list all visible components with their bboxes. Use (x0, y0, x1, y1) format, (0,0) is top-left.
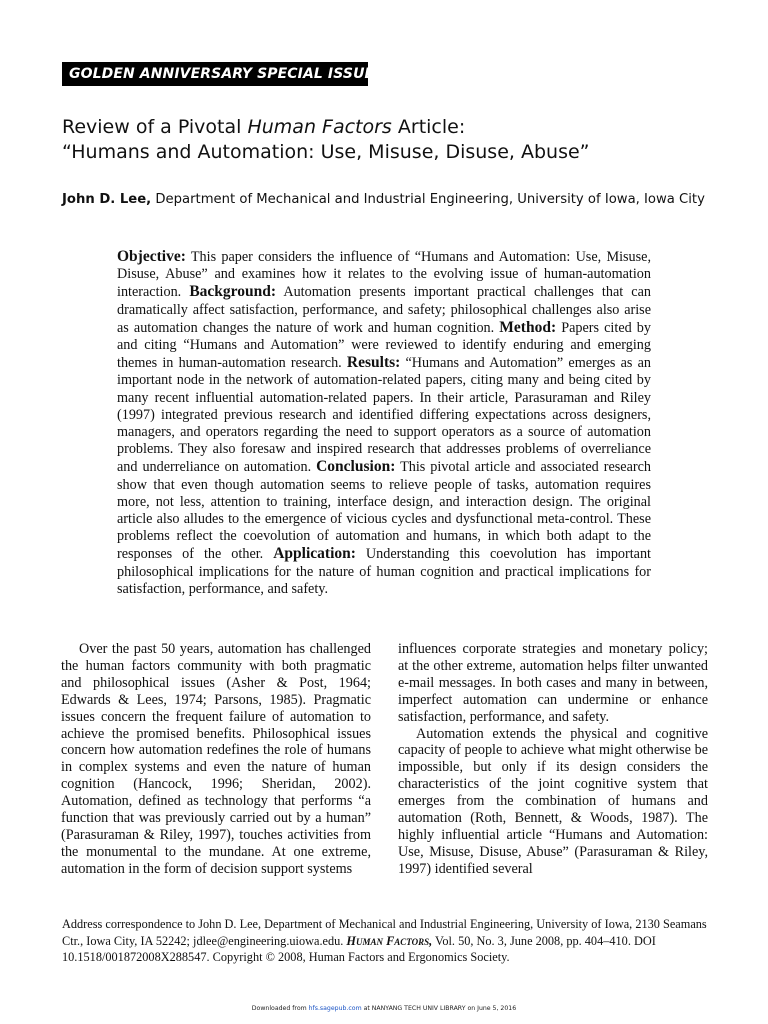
footnote-journal: Human Factors, (346, 933, 433, 948)
body-paragraph: Automation extends the physical and cognitive capacity of people to achieve what might otherwise be impossible, but only if its design considers the characteristics of the joint cognitive system that emerges from the combination of humans and automation (Roth, Bennett, & Woods, 1987). The highly influential article “Humans and Automation: Use, Misuse, Disuse, Abuse” (Parasuraman & Riley, 1997) identified several (398, 725, 708, 877)
title-suffix: Article: (391, 116, 466, 138)
correspondence-footnote (62, 916, 712, 966)
download-suffix: at NANYANG TECH UNIV LIBRARY on June 5, 2016 (361, 1005, 517, 1012)
body-paragraph: Over the past 50 years, automation has challenged the human factors community with both pragmatic and philosophical issues (Asher & Post, 1964; Edwards & Lees, 1974; Parsons, 1985). Pragmatic issues concern the frequent failure of automation to achieve the promised benefits. Philosophical issues concern how automation redefines the role of humans in complex systems and even the nature of human cognition (Hancock, 1996; Sheridan, 2002). Automation, defined as technology that performs “a function that was previously carried out by a human” (Parasuraman & Riley, 1997), touches activities from the monumental to the mundane. At one extreme, automation in the form of decision support systems (61, 641, 371, 877)
body-column-right (398, 641, 708, 878)
body-paragraph: influences corporate strategies and monetary policy; at the other extreme, automation helps filter unwanted e-mail messages. In both cases and many in between, imperfect automation can undermine or enhance satisfaction, performance, and safety. (398, 641, 708, 725)
article-title (62, 115, 712, 165)
download-link[interactable]: hfs.sagepub.com (308, 1005, 362, 1012)
objective-label: Objective: (117, 248, 186, 265)
author-name: John D. Lee, (62, 192, 152, 207)
results-label: Results: (346, 354, 401, 372)
special-issue-banner: GOLDEN ANNIVERSARY SPECIAL ISSUE (62, 62, 368, 86)
title-journal-name: Human Factors (247, 116, 392, 138)
download-prefix: Downloaded from (251, 1005, 309, 1012)
conclusion-label: Conclusion: (316, 458, 396, 476)
download-notice (0, 1005, 768, 1012)
results-text: “Humans and Automation” emerges as an important node in the network of automation-related papers, citing many and being cited by many recent influential automation-related papers. In their article, Parasuraman and Riley (1997) integrated previous research and identified differing expectations across designers, managers, and operators regarding the need to support operators as a source of automation problems. They also foresaw and inspired research that addresses problems of overreliance and underreliance on automation. (117, 355, 651, 476)
author-byline (62, 190, 712, 209)
title-prefix: Review of a Pivotal (62, 116, 248, 138)
method-label: Method: (499, 318, 557, 336)
application-text: Understanding this coevolution has important philosophical implications for the nature of human cognition and practical implications for satisfaction, performance, and safety. (117, 546, 652, 597)
footnote-citation: Vol. 50, No. 3, June 2008, pp. 404–410. DOI 10.1518/001872008X288547. Copyright © 2008, Human Factors and Ergonomics Society. (62, 933, 656, 964)
background-label: Background: (189, 283, 277, 301)
objective-text: This paper considers the influence of “Humans and Automation: Use, Misuse, Disuse, Abuse” and examines how it relates to the evolving issue of human-automation interaction. (117, 249, 651, 301)
application-label: Application: (273, 545, 356, 563)
author-affiliation: Department of Mechanical and Industrial Engineering, University of Iowa, Iowa City (151, 192, 705, 207)
conclusion-text: This pivotal article and associated research show that even though automation seems to relieve people of tasks, automation requires more, not less, attention to training, interface design, and interaction design. The original article also alludes to the emergence of vicious cycles and dysfunctional meta-control. These problems reflect the coevolution of automation and humans, in which both adapt to the responses of the other. (117, 459, 651, 563)
abstract (117, 248, 651, 598)
title-line-1 (62, 115, 712, 140)
footnote-address: Address correspondence to John D. Lee, Department of Mechanical and Industrial Engineering, University of Iowa, 2130 Seamans Ctr., Iowa City, IA 52242; jdlee@engineering.uiowa.edu. (62, 917, 707, 948)
method-text: Papers cited by and citing “Humans and Automation” were reviewed to identify enduring and emerging themes in human-automation research. (117, 319, 651, 372)
body-column-left (61, 641, 371, 878)
background-text: Automation presents important practical challenges that can dramatically affect satisfaction, performance, and safety; philosophical challenges also arise as automation changes the nature of work and human cognition. (117, 284, 651, 336)
title-line-2: “Humans and Automation: Use, Misuse, Disuse, Abuse” (62, 141, 590, 163)
